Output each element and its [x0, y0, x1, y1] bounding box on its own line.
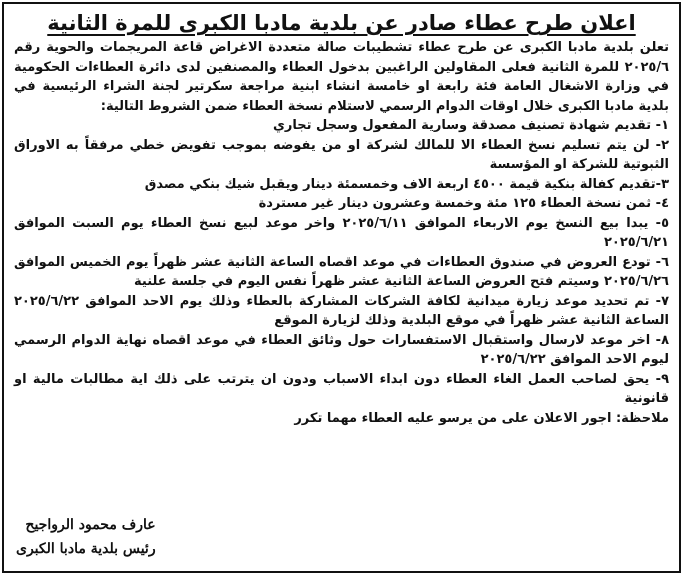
notice-body — [4, 38, 679, 428]
intro-paragraph: تعلن بلدية مادبا الكبرى عن طرح عطاء تشطيبات صالة متعددة الاغراض قاعة المريجمات والحوية رقم ٢٠٢٥/٦ للمرة الثانية فعلى المقاولين الراغبين بدخول العطاء والمصنفين لدى دائرة العطاءات الحكومية في وزارة الاشغال العامة فئة رابعة او خامسة انشاء ابنية مراجعة سكرتير لجنة الشراء الرئيسية في بلدية مادبا الكبرى خلال اوقات الدوام الرسمي لاستلام نسخة العطاء ضمن الشروط التالية: — [14, 40, 669, 114]
notice-title: اعلان طرح عطاء صادر عن بلدية مادبا الكبرى للمرة الثانية — [47, 11, 636, 35]
signatory-position: رئيس بلدية مادبا الكبرى — [16, 541, 156, 557]
condition-item: ٦- تودع العروض في صندوق العطاءات في موعد اقصاه الساعة الثانية عشر ظهراً يوم الخميس الموافق ٢٠٢٥/٦/٢٦ وسيتم فتح العروض الساعة الثانية عشر ظهراً نفس اليوم في جلسة علنية — [14, 254, 669, 289]
tender-notice — [2, 2, 681, 573]
condition-item: ٧- تم تحديد موعد زيارة ميدانية لكافة الشركات المشاركة بالعطاء وذلك يوم الاحد الموافق ٢٠٢٥/٦/٢٢ الساعة الثانية عشر ظهراً في موقع البلدية وذلك لزيارة الموقع — [14, 293, 669, 328]
signature-block — [16, 513, 156, 561]
condition-item: ٨- اخر موعد لارسال واستقبال الاستفسارات حول وثائق العطاء في موعد اقصاه نهاية الدوام الرسمي ليوم الاحد الموافق ٢٠٢٥/٦/٢٢ — [14, 332, 669, 367]
condition-item: ٩- يحق لصاحب العمل الغاء العطاء دون ابداء الاسباب ودون ان يترتب على ذلك اية مطالبات مالية او قانونية — [14, 371, 669, 406]
condition-item: ٣-تقديم كفالة بنكية قيمة ٤٥٠٠ اربعة الاف وخمسمئة دينار ويقبل شيك بنكي مصدق — [144, 176, 669, 192]
signatory-name: عارف محمود الرواجيح — [25, 517, 156, 533]
condition-item: ٢- لن يتم تسليم نسخ العطاء الا للمالك لشركة او من يفوضه بموجب تفويض خطي مرفقاً به الاوراق الثبوتية للشركة او المؤسسة — [14, 137, 669, 172]
condition-item: ٥- يبدا بيع النسخ يوم الاربعاء الموافق ٢٠٢٥/٦/١١ واخر موعد لبيع نسخ العطاء يوم السبت الموافق ٢٠٢٥/٦/٢١ — [14, 215, 670, 250]
condition-item: ١- تقديم شهادة تصنيف مصدقة وسارية المفعول وسجل تجاري — [272, 118, 669, 133]
note-line: ملاحظة: اجور الاعلان على من يرسو عليه العطاء مهما تكرر — [294, 410, 669, 426]
condition-item: ٤- ثمن نسخة العطاء ١٢٥ مئة وخمسة وعشرون دينار غير مستردة — [258, 196, 669, 211]
